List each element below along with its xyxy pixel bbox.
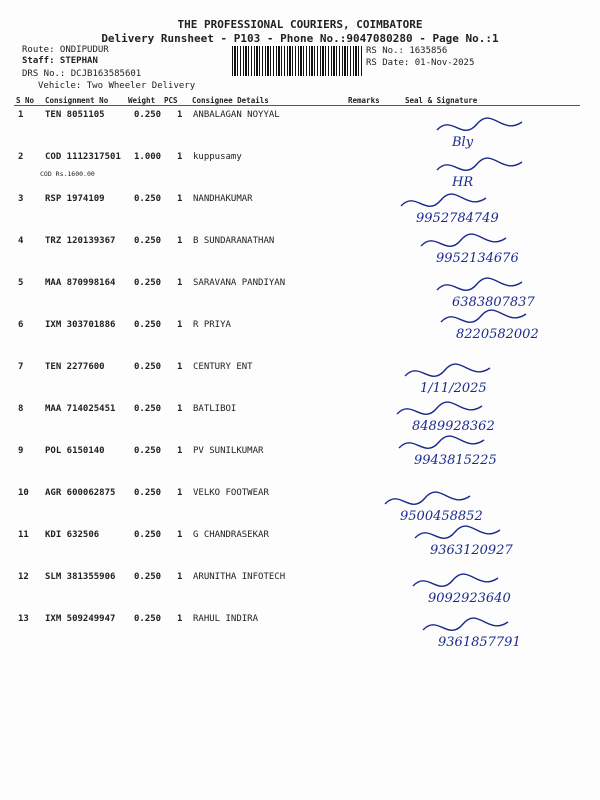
signature-note: 8220582002	[456, 327, 539, 342]
header-divider	[14, 105, 580, 106]
row-consignment: RSP 1974109	[45, 194, 105, 204]
signature-scribble	[396, 188, 566, 228]
cod-note: COD Rs.1600.00	[40, 170, 95, 178]
row-pcs: 1	[177, 320, 183, 330]
row-sno: 5	[18, 278, 24, 288]
row-consignee: B SUNDARANATHAN	[193, 236, 275, 246]
staff-label: Staff: STEPHAN	[22, 56, 98, 66]
col-header-remarks: Remarks	[348, 96, 380, 105]
row-sno: 12	[18, 572, 29, 582]
row-sno: 8	[18, 404, 24, 414]
row-sno: 11	[18, 530, 29, 540]
row-sno: 4	[18, 236, 24, 246]
col-header-sno: S No	[16, 96, 35, 105]
drs-label: DRS No.: DCJB163585601	[22, 69, 142, 79]
row-consignment: TEN 2277600	[45, 362, 105, 372]
row-pcs: 1	[177, 194, 183, 204]
signature-note: 9952784749	[416, 211, 499, 226]
row-sno: 1	[18, 110, 24, 120]
row-pcs: 1	[177, 152, 183, 162]
row-consignment: IXM 303701886	[45, 320, 116, 330]
row-weight: 0.250	[134, 530, 162, 540]
row-consignee: PV SUNILKUMAR	[193, 446, 264, 456]
row-sno: 7	[18, 362, 24, 372]
signature-scribble	[436, 304, 600, 344]
col-header-seal: Seal & Signature	[405, 96, 478, 105]
row-pcs: 1	[177, 488, 183, 498]
signature-scribble	[394, 430, 564, 470]
row-pcs: 1	[177, 362, 183, 372]
row-consignee: ANBALAGAN NOYYAL	[193, 110, 280, 120]
signature-scribble	[408, 568, 578, 608]
row-weight: 0.250	[134, 614, 162, 624]
signature-scribble	[432, 112, 600, 152]
signature-scribble	[418, 612, 588, 652]
runsheet-title: Delivery Runsheet - P103 - Phone No.:9047080280 - Page No.:1	[101, 32, 499, 45]
signature-note: 9092923640	[428, 591, 511, 606]
row-weight: 0.250	[134, 488, 162, 498]
row-weight: 0.250	[134, 572, 162, 582]
row-consignee: G CHANDRASEKAR	[193, 530, 269, 540]
row-consignment: IXM 509249947	[45, 614, 116, 624]
row-pcs: 1	[177, 572, 183, 582]
row-pcs: 1	[177, 614, 183, 624]
row-sno: 6	[18, 320, 24, 330]
col-header-consignment: Consignment No	[45, 96, 109, 105]
signature-note: 9363120927	[430, 543, 513, 558]
row-consignment: MAA 870998164	[45, 278, 116, 288]
row-consignee: RAHUL INDIRA	[193, 614, 259, 624]
signature-scribble	[410, 520, 580, 560]
row-sno: 9	[18, 446, 24, 456]
signature-note: 6383807837	[452, 295, 535, 310]
row-pcs: 1	[177, 236, 183, 246]
row-consignment: POL 6150140	[45, 446, 105, 456]
row-consignment: COD 1112317501	[45, 152, 121, 162]
row-sno: 13	[18, 614, 29, 624]
row-pcs: 1	[177, 446, 183, 456]
row-weight: 0.250	[134, 110, 162, 120]
row-consignment: AGR 600062875	[45, 488, 116, 498]
barcode	[232, 46, 362, 76]
row-weight: 0.250	[134, 236, 162, 246]
signature-scribble	[400, 358, 570, 398]
row-weight: 0.250	[134, 446, 162, 456]
signature-scribble	[432, 152, 600, 192]
signature-note: 8489928362	[412, 419, 495, 434]
company-name: THE PROFESSIONAL COURIERS, COIMBATORE	[177, 18, 423, 31]
row-consignee: NANDHAKUMAR	[193, 194, 253, 204]
route-label: Route: ONDIPUDUR	[22, 45, 109, 55]
row-weight: 0.250	[134, 278, 162, 288]
row-sno: 3	[18, 194, 24, 204]
row-consignment: SLM 381355906	[45, 572, 116, 582]
row-consignee: VELKO FOOTWEAR	[193, 488, 269, 498]
row-consignment: KDI 632506	[45, 530, 100, 540]
row-consignee: CENTURY ENT	[193, 362, 253, 372]
signature-scribble	[416, 228, 586, 268]
row-consignee: R PRIYA	[193, 320, 231, 330]
signature-note: 1/11/2025	[420, 381, 487, 396]
signature-note: 9952134676	[436, 251, 519, 266]
col-header-weight: Weight	[128, 96, 156, 105]
signature-note: 9500458852	[400, 509, 483, 524]
row-consignee: kuppusamy	[193, 152, 242, 162]
row-consignment: TEN 8051105	[45, 110, 105, 120]
row-sno: 2	[18, 152, 24, 162]
row-weight: 1.000	[134, 152, 162, 162]
signature-note: 9361857791	[438, 635, 521, 650]
rs-number: RS No.: 1635856	[366, 46, 448, 56]
row-weight: 0.250	[134, 194, 162, 204]
signature-note: Bly	[452, 135, 474, 150]
row-weight: 0.250	[134, 404, 162, 414]
row-consignee: ARUNITHA INFOTECH	[193, 572, 286, 582]
col-header-pcs: PCS	[164, 96, 178, 105]
rs-date: RS Date: 01-Nov-2025	[366, 58, 475, 68]
vehicle-label: Vehicle: Two Wheeler Delivery	[38, 81, 196, 91]
signature-note: HR	[452, 175, 474, 190]
row-pcs: 1	[177, 278, 183, 288]
row-weight: 0.250	[134, 320, 162, 330]
row-consignee: BATLIBOI	[193, 404, 237, 414]
row-pcs: 1	[177, 110, 183, 120]
row-pcs: 1	[177, 530, 183, 540]
row-consignment: MAA 714025451	[45, 404, 116, 414]
col-header-consignee: Consignee Details	[192, 96, 269, 105]
row-sno: 10	[18, 488, 29, 498]
signature-note: 9943815225	[414, 453, 497, 468]
row-weight: 0.250	[134, 362, 162, 372]
row-consignee: SARAVANA PANDIYAN	[193, 278, 286, 288]
row-consignment: TRZ 120139367	[45, 236, 116, 246]
row-pcs: 1	[177, 404, 183, 414]
